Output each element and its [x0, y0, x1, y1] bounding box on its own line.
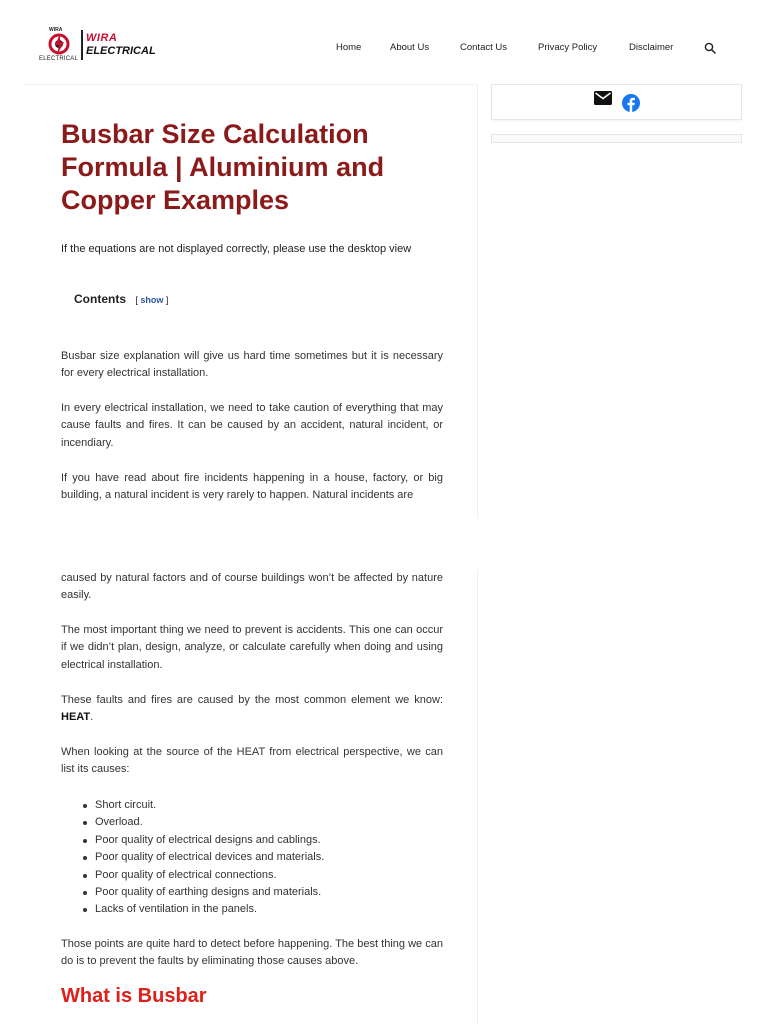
article-paragraph: caused by natural factors and of course buildings won’t be affected by nature easily.: [61, 572, 443, 602]
heat-period: .: [90, 711, 94, 724]
article-paragraph: If you have read about fire incidents happening in a house, factory, or big building, a natural incident is very rarely to happen. Natural incidents are: [61, 472, 443, 502]
list-item: Overload.: [95, 814, 455, 831]
table-of-contents: [74, 292, 168, 306]
article-paragraph: In every electrical installation, we need to take caution of everything that may cause faults and fires. It can be caused by an accident, natural incident, or incendiary.: [61, 402, 443, 449]
column-divider: [477, 84, 478, 518]
article-paragraph: When looking at the source of the HEAT from electrical perspective, we can list its causes:: [61, 746, 443, 776]
nav-home-link[interactable]: Home: [336, 42, 362, 53]
site-header: [0, 0, 768, 90]
logo-small-top: WIRA: [49, 27, 63, 33]
sidebar-widget: [491, 134, 742, 143]
list-item: Poor quality of electrical connections.: [95, 867, 455, 884]
section-heading: What is Busbar: [61, 985, 207, 1007]
nav-privacy-link[interactable]: Privacy Policy: [538, 42, 598, 53]
toc-toggle: [135, 295, 168, 305]
mail-icon[interactable]: [594, 91, 612, 105]
heat-causes-list: [95, 797, 455, 919]
content-top-border: [24, 84, 476, 85]
search-icon[interactable]: [704, 42, 716, 54]
logo-line1: WIRA: [86, 32, 118, 44]
toc-show-link[interactable]: show: [140, 295, 164, 305]
nav-about-link[interactable]: About Us: [390, 42, 430, 53]
article-paragraph: The most important thing we need to prevent is accidents. This one can occur if we didn’t plan, design, analyze, or calculate carefully when doing and using electrical installation.: [61, 624, 443, 671]
main-nav: [0, 42, 768, 56]
nav-contact-link[interactable]: Contact Us: [460, 42, 507, 53]
column-divider: [477, 570, 478, 1024]
list-item: Poor quality of earthing designs and materials.: [95, 884, 455, 901]
logo-small-bottom: ELECTRICAL: [39, 56, 79, 62]
desktop-view-note: If the equations are not displayed correctly, please use the desktop view: [61, 243, 412, 255]
toc-label: Contents: [74, 292, 126, 306]
toc-bracket-close: ]: [165, 295, 169, 305]
article-paragraph: Busbar size explanation will give us hard time sometimes but it is necessary for every electrical installation.: [61, 350, 443, 380]
article-paragraph: [61, 692, 443, 727]
facebook-icon[interactable]: [622, 94, 640, 112]
list-item: Lacks of ventilation in the panels.: [95, 901, 455, 918]
heat-paragraph-text: These faults and fires are caused by the most common element we know:: [61, 694, 443, 706]
list-item: Poor quality of electrical designs and cablings.: [95, 832, 455, 849]
logo-line2: ELECTRICAL: [86, 45, 156, 57]
article-paragraph: Those points are quite hard to detect before happening. The best thing we can do is to prevent the faults by eliminating those causes above.: [61, 938, 443, 968]
list-item: Poor quality of electrical devices and materials.: [95, 849, 455, 866]
social-share-widget: [491, 84, 742, 120]
nav-disclaimer-link[interactable]: Disclaimer: [629, 42, 674, 53]
heat-emphasis: HEAT: [61, 711, 91, 724]
list-item: Short circuit.: [95, 797, 455, 814]
article-title: Busbar Size Calculation Formula | Aluminium and Copper Examples: [61, 119, 385, 215]
toc-bracket-open: [: [135, 295, 138, 305]
